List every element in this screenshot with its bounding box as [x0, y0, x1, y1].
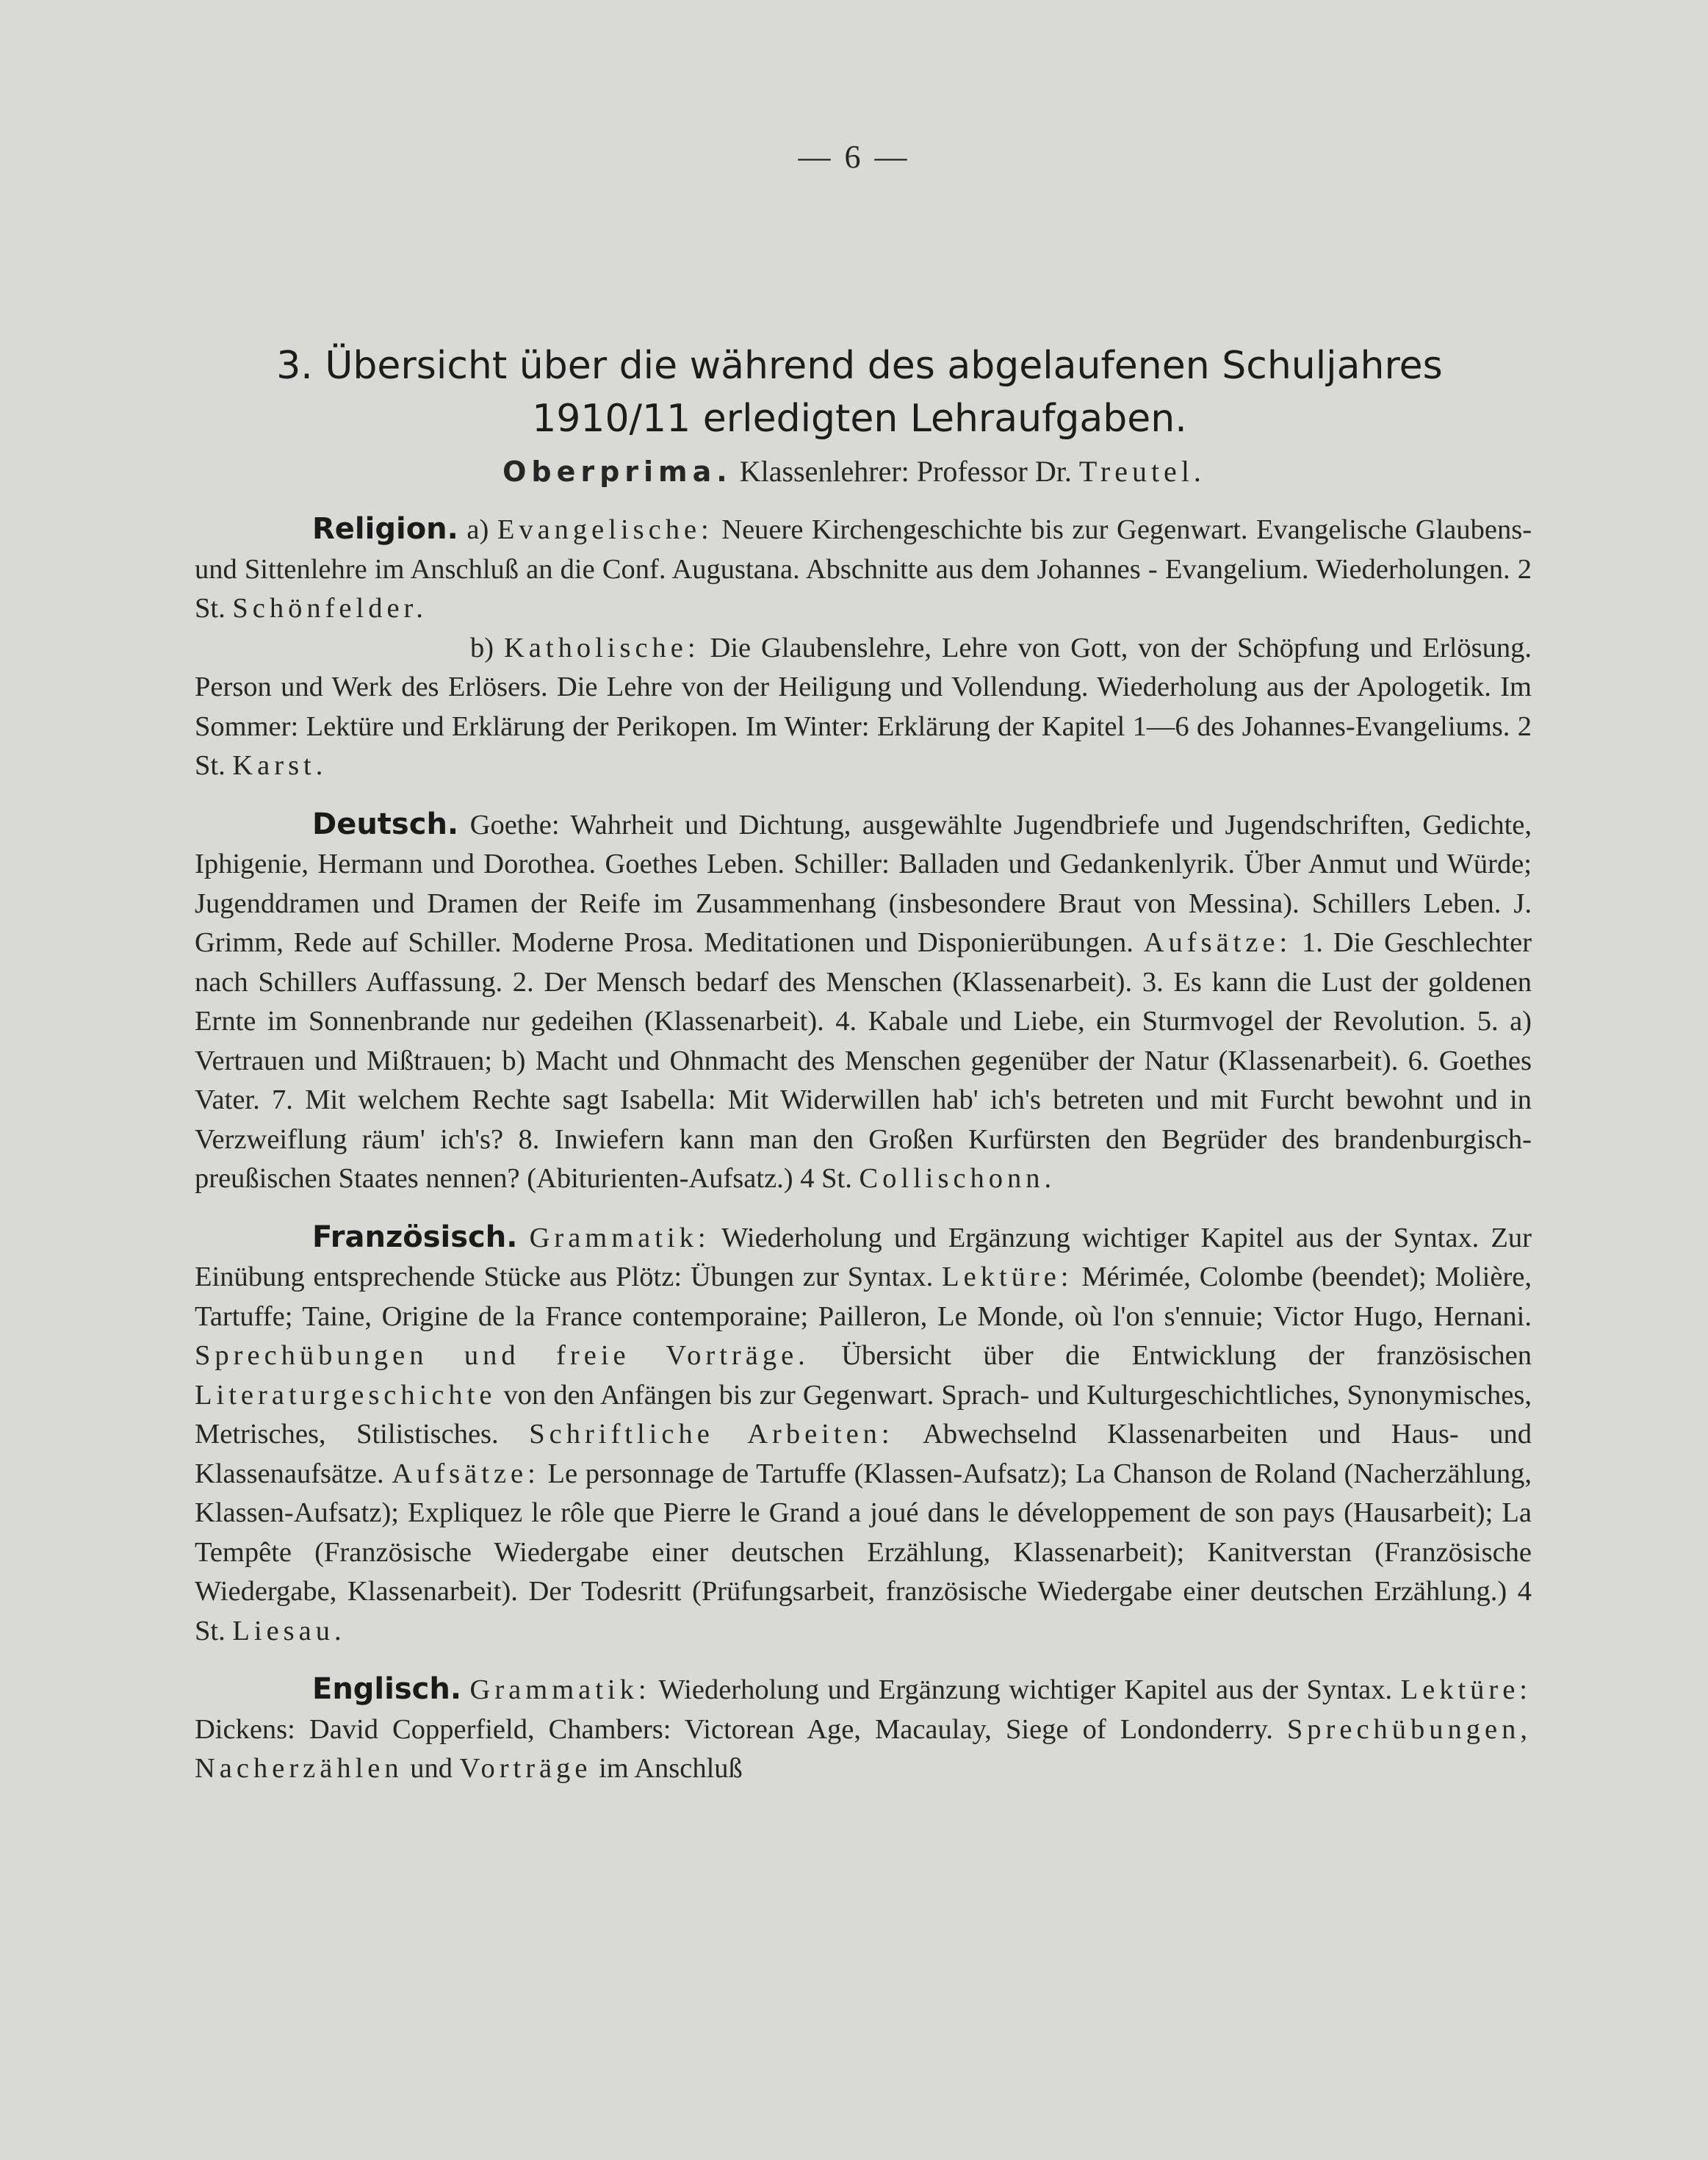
- deutsch-text-2: 1. Die Geschlechter nach Schillers Auffassung. 2. Der Mensch bedarf des Menschen (Klassenarbeit). 3. Es kann die Lust der goldenen Ernte im Sonnenbrande nur gedeihen (Klassenarbeit). 4. Kabale und Liebe, ein Sturmvogel der Revolution. 5. a) Vertrauen und Mißtrauen; b) Macht und Ohnmacht des Menschen gegenüber der Natur (Klassenarbeit). 6. Goethes Vater. 7. Mit welchem Rechte sagt Isabella: Mit Widerwillen hab' ich's betreten und mit Furcht bewohnt und in Verzweiflung räum' ich's? 8. Inwiefern kann man den Großen Kurfürsten den Begrüder des brandenburgisch-preußischen Staates nennen? (Abiturienten-Aufsatz.) 4 St.: [195, 927, 1532, 1194]
- franzoesisch-text-5: Abwechselnd Klassenarbeiten und Haus- und Klassenaufsätze.: [195, 1419, 1532, 1489]
- englisch-und: und: [410, 1753, 453, 1784]
- religion-b-spaced: Katholische:: [504, 632, 700, 663]
- englisch-grammatik-label: Grammatik:: [469, 1674, 651, 1705]
- religion-b-paragraph: [195, 629, 1532, 786]
- content-body: [195, 510, 1532, 1789]
- class-header: [0, 454, 1708, 489]
- englisch-text-3: im Anschluß: [599, 1753, 743, 1784]
- religion-a-text: Neuere Kirchengeschichte bis zur Gegenwart. Evangelische Glaubens- und Sittenlehre im Anschluß an die Conf. Augustana. Abschnitte aus dem Johannes - Evangelium. Wiederholungen. 2 St.: [195, 514, 1532, 624]
- franzoesisch-text-1: Wiederholung und Ergänzung wichtiger Kapitel aus der Syntax. Zur Einübung entsprechende Stücke aus Plötz: Übungen zur Syntax.: [195, 1222, 1532, 1292]
- teacher-name: Treutel.: [1078, 455, 1206, 488]
- title-line-1: 3. Übersicht über die während des abgelaufenen Schuljahres: [276, 344, 1443, 388]
- franzoesisch-text-2: Mérimée, Colombe (beendet); Molière, Tartuffe; Taine, Origine de la France contemporaine; Pailleron, Le Monde, où l'on s'ennuie; Victor Hugo, Hernani.: [195, 1261, 1532, 1332]
- religion-a-label: a): [466, 514, 489, 545]
- religion-a-teacher: Schönfelder.: [232, 593, 428, 624]
- religion-heading: Religion.: [312, 512, 458, 546]
- franzoesisch-teacher: Liesau.: [232, 1615, 346, 1646]
- franzoesisch-schrift-label: Schriftliche Arbeiten:: [529, 1419, 894, 1450]
- englisch-heading: Englisch.: [312, 1672, 462, 1706]
- class-name: Oberprima.: [502, 456, 732, 488]
- franzoesisch-text-4: von den Anfängen bis zur Gegenwart. Sprach- und Kulturgeschichtliches, Synonymisches, Metrisches, Stilistisches.: [195, 1379, 1532, 1450]
- deutsch-paragraph: [195, 805, 1532, 1199]
- religion-paragraph: [195, 510, 1532, 629]
- englisch-lektuere-label: Lektüre:: [1400, 1674, 1532, 1705]
- englisch-vortraege-label: Vorträge: [459, 1753, 592, 1784]
- religion-b-label: b): [470, 632, 494, 663]
- teacher-prefix: Professor Dr.: [916, 455, 1072, 488]
- religion-b-text: Die Glaubenslehre, Lehre von Gott, von der Schöpfung und Erlösung. Person und Werk des Erlösers. Die Lehre von der Heiligung und Vollendung. Wiederholung aus der Apologetik. Im Sommer: Lektüre und Erklärung der Perikopen. Im Winter: Erklärung der Kapitel 1—6 des Johannes-Evangeliums. 2 St.: [195, 632, 1532, 781]
- franzoesisch-paragraph: [195, 1218, 1532, 1652]
- franzoesisch-aufsaetze-label: Aufsätze:: [392, 1458, 540, 1489]
- religion-b-teacher: Karst.: [232, 750, 328, 781]
- deutsch-heading: Deutsch.: [312, 807, 459, 841]
- franzoesisch-sprech-label: Sprechübungen und freie Vorträge.: [195, 1340, 810, 1371]
- franzoesisch-text-3: Übersicht über die Entwicklung der französischen: [841, 1340, 1532, 1371]
- franzoesisch-lit-label: Literaturgeschichte: [195, 1379, 497, 1411]
- franzoesisch-text-6: Le personnage de Tartuffe (Klassen-Aufsatz); La Chanson de Roland (Nacherzählung, Klassen-Aufsatz); Expliquez le rôle que Pierre le Grand a joué dans le développement de son pays (Hausarbeit); La Tempête (Französische Wiedergabe einer deutschen Erzählung, Klassenarbeit); Kanitverstan (Französische Wiedergabe, Klassenarbeit). Der Todesritt (Prüfungsarbeit, französische Wiedergabe einer deutschen Erzählung.) 4 St.: [195, 1458, 1532, 1646]
- deutsch-text-1: Goethe: Wahrheit und Dichtung, ausgewählte Jugendbriefe und Jugendschriften, Gedichte, Iphigenie, Hermann und Dorothea. Goethes Leben. Schiller: Balladen und Gedankenlyrik. Über Anmut und Würde; Jugenddramen und Dramen der Reife im Zusammenhang (insbesondere Braut von Messina). Schillers Leben. J. Grimm, Rede auf Schiller. Moderne Prosa. Meditationen und Disponierübungen.: [195, 809, 1532, 958]
- deutsch-aufsaetze-label: Aufsätze:: [1143, 927, 1292, 958]
- section-title: [169, 339, 1550, 445]
- religion-a-spaced: Evangelische:: [497, 514, 713, 545]
- franzoesisch-heading: Französisch.: [312, 1220, 518, 1254]
- title-line-2: 1910/11 erledigten Lehraufgaben.: [532, 397, 1187, 441]
- franzoesisch-lektuere-label: Lektüre:: [942, 1261, 1073, 1292]
- englisch-paragraph: [195, 1670, 1532, 1789]
- teacher-label: Klassenlehrer:: [739, 455, 909, 488]
- page-number: — 6 —: [798, 139, 910, 175]
- englisch-text-1: Wiederholung und Ergänzung wichtiger Kapitel aus der Syntax.: [658, 1674, 1393, 1705]
- englisch-text-2: Dickens: David Copperfield, Chambers: Victorean Age, Macaulay, Siege of Londonderry.: [195, 1713, 1273, 1745]
- deutsch-teacher: Collischonn.: [859, 1163, 1056, 1194]
- franzoesisch-grammatik-label: Grammatik:: [529, 1222, 710, 1253]
- englisch-sprech-label: Sprechübungen, Nacherzählen: [195, 1713, 1532, 1784]
